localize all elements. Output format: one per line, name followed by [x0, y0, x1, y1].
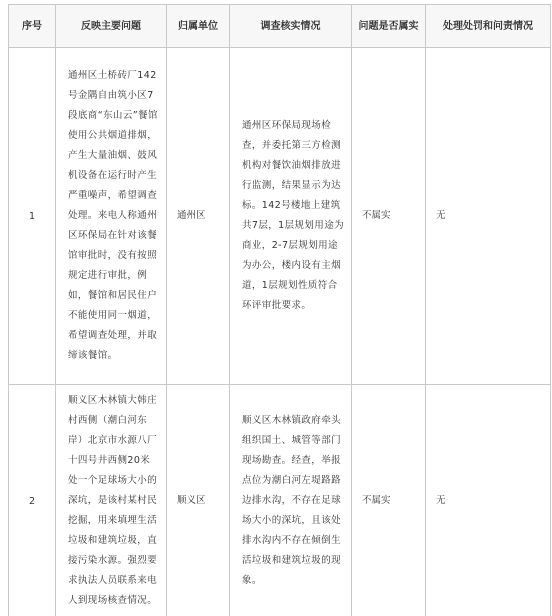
cell-investigation-findings: 顺义区木林镇政府牵头组织国土、城管等部门现场勘查。经查，举报点位为潮白河左堤路路边排水沟，不存在足球场大小的深坑，且该处排水沟内不存在倾倒生活垃圾和建筑垃圾的现象。: [230, 385, 352, 616]
header-is-true: 问题是否属实: [352, 5, 426, 48]
cell-handling-and-accountability: 无: [426, 48, 551, 385]
table-row: [9, 385, 551, 616]
cell-main-issue: 顺义区木林镇大韩庄村西侧（潮白河东岸）北京市水源八厂十四号井西侧20米处一个足球场大小的深坑，是该村某村民挖掘，用来填埋生活垃圾和建筑垃圾，直接污染水源。强烈要求执法人员联系来电人到现场核查情况。: [56, 385, 167, 616]
cell-responsible-unit: 顺义区: [167, 385, 230, 616]
header-investigation-findings: 调查核实情况: [230, 5, 352, 48]
cell-investigation-findings: 通州区环保局现场检查，并委托第三方检测机构对餐饮油烟排放进行监测，结果显示为达标。142号楼地上建筑共7层，1层规划用途为商业，2-7层规划用途为办公，楼内设有主烟道，1层规划性质符合环评审批要求。: [230, 48, 352, 385]
header-serial-number: 序号: [9, 5, 56, 48]
table-header: [9, 5, 551, 48]
table-row: [9, 48, 551, 385]
header-handling-and-accountability: 处理处罚和问责情况: [426, 5, 551, 48]
table-body: [9, 48, 551, 616]
cell-is-true: 不属实: [352, 385, 426, 616]
header-main-issue: 反映主要问题: [56, 5, 167, 48]
cell-serial-number: 2: [9, 385, 56, 616]
header-row: [9, 5, 551, 48]
cell-main-issue: 通州区土桥砖厂142号金隅自由筑小区7段底商“东山云”餐馆使用公共烟道排烟，产生大量油烟、鼓风机设备在运行时产生严重噪声，希望调查处理。来电人称通州区环保局在针对该餐馆审批时，没有按照规定进行审批，例如，餐馆和居民住户不能使用同一烟道，希望调查处理，并取缔该餐馆。: [56, 48, 167, 385]
header-responsible-unit: 归属单位: [167, 5, 230, 48]
cell-handling-and-accountability: 无: [426, 385, 551, 616]
cell-serial-number: 1: [9, 48, 56, 385]
cell-responsible-unit: 通州区: [167, 48, 230, 385]
complaint-investigation-table: [8, 4, 551, 616]
cell-is-true: 不属实: [352, 48, 426, 385]
